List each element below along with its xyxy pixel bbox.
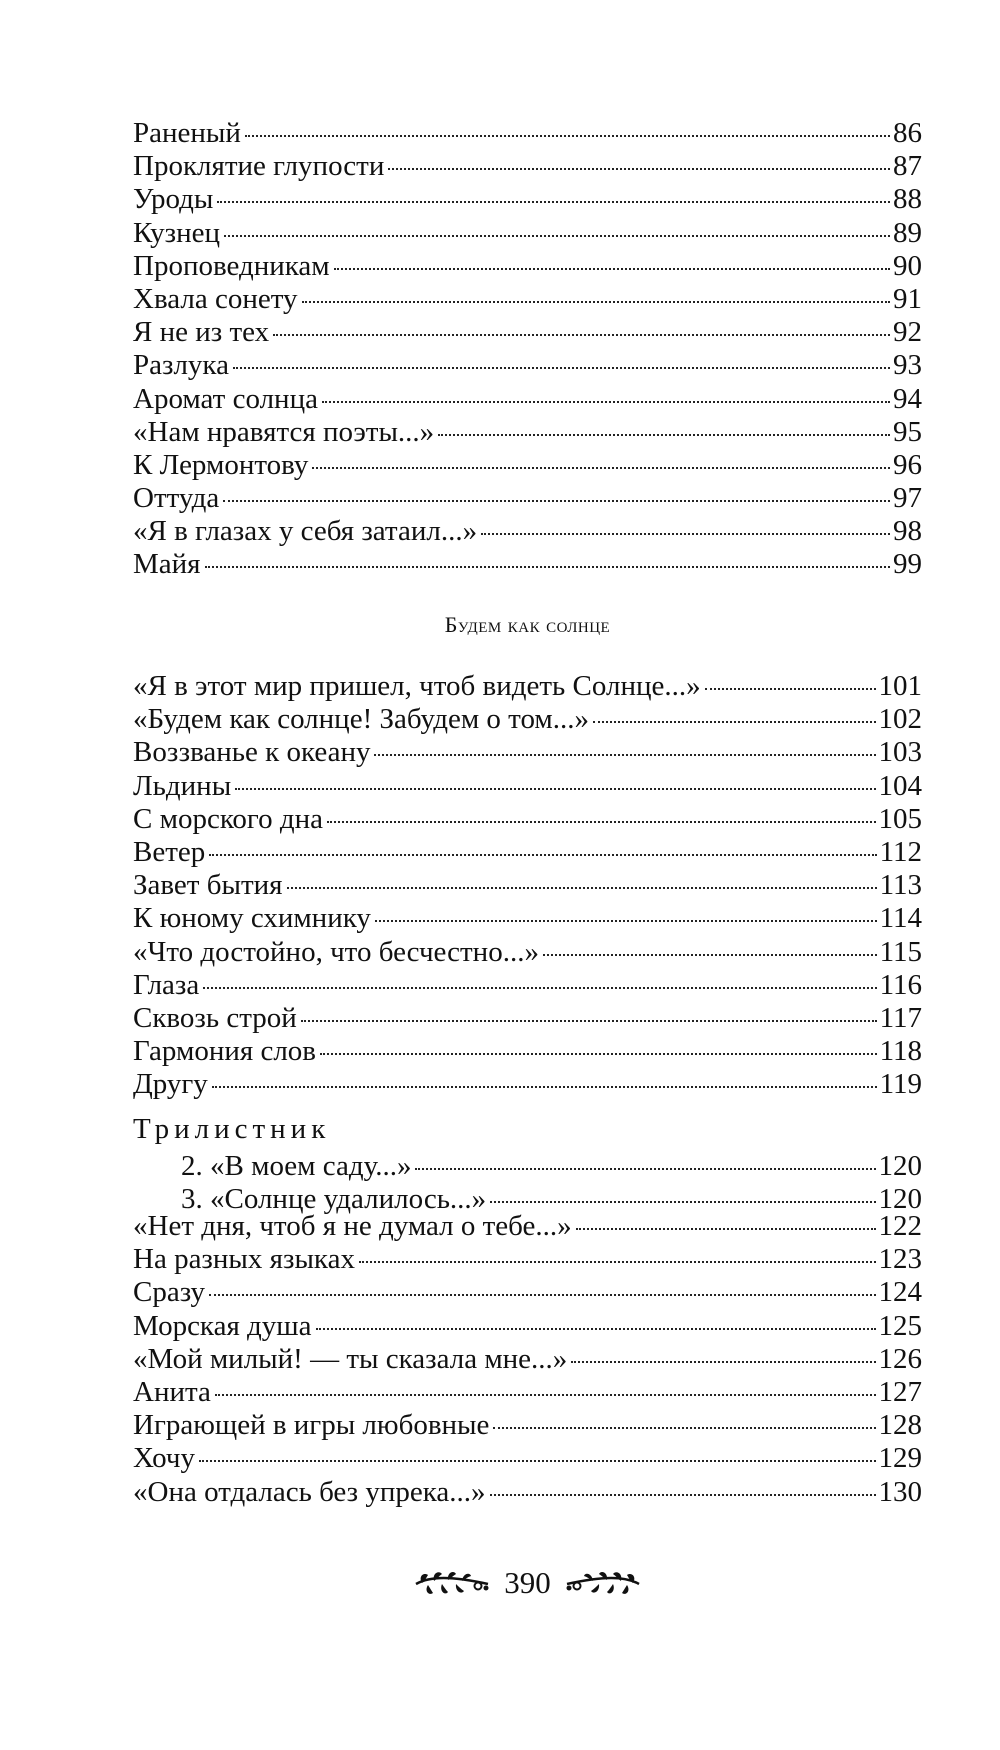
dot-leader	[312, 467, 890, 469]
toc-entry-title: Глаза	[133, 968, 200, 1001]
toc-entry	[133, 803, 922, 836]
toc-entry-page-number: 127	[878, 1375, 922, 1408]
toc-entry-page-number: 115	[879, 935, 922, 968]
dot-leader	[374, 754, 875, 756]
toc-entry-title: Сразу	[133, 1276, 206, 1309]
toc-entry	[133, 482, 922, 515]
toc-entry-page-number: 95	[893, 415, 922, 448]
toc-entry-page-number: 119	[879, 1068, 922, 1101]
toc-entry-page-number: 90	[893, 249, 922, 282]
toc-entry-title: Я не из тех	[133, 316, 270, 349]
toc-entry-title: Раненый	[133, 117, 241, 149]
dot-leader	[571, 1361, 875, 1363]
toc-entry-page-number: 123	[878, 1243, 922, 1276]
toc-entry	[133, 1068, 922, 1101]
toc-entry-title: С морского дна	[133, 802, 324, 835]
dot-leader	[388, 168, 890, 170]
leaf-ornament-icon	[563, 1566, 643, 1600]
toc-entry-page-number: 114	[879, 902, 922, 935]
toc-entry-page-number: 97	[893, 482, 922, 515]
toc-entry-title: К юному схимнику	[133, 902, 371, 935]
dot-leader	[481, 533, 890, 535]
toc-entry-title: «Что достойно, что бесчестно...»	[133, 935, 539, 968]
dot-leader	[327, 821, 875, 823]
toc-entry	[133, 548, 922, 581]
toc-entry-page-number: 98	[893, 515, 922, 548]
toc-entry-title: «Мой милый! — ты сказала мне...»	[133, 1342, 568, 1375]
toc-entry-page-number: 88	[893, 183, 922, 216]
dot-leader	[334, 268, 890, 270]
dot-leader	[316, 1328, 876, 1330]
toc-entry-title: «Я в этот мир пришел, чтоб видеть Солнце...»	[133, 670, 701, 702]
toc-entry-page-number: 112	[879, 835, 922, 868]
toc-entry-title: Гармония слов	[133, 1035, 316, 1068]
toc-entry-page-number: 104	[878, 769, 922, 802]
toc-entry-page-number: 87	[893, 150, 922, 183]
toc-entry-page-number: 117	[879, 1001, 922, 1034]
toc-entry-title: Ветер	[133, 835, 206, 868]
toc-entry-title: Льдины	[133, 769, 232, 802]
toc-entry-title: Аромат солнца	[133, 382, 318, 415]
toc-entry-title: Проповедникам	[133, 249, 330, 282]
dot-leader	[301, 1020, 877, 1022]
toc-entry-page-number: 116	[879, 968, 922, 1001]
dot-leader	[543, 954, 877, 956]
toc-group	[133, 1113, 922, 1216]
toc-entry-page-number: 102	[878, 703, 922, 736]
toc-entry-title: «Нам нравятся поэты...»	[133, 415, 435, 448]
toc-entry-page-number: 125	[878, 1309, 922, 1342]
toc-entry-page-number: 99	[893, 548, 922, 581]
toc-entry-title: Проклятие глупости	[133, 150, 385, 183]
toc-entry-title: Сквозь строй	[133, 1001, 297, 1034]
dot-leader	[273, 334, 890, 336]
toc-entry	[181, 1150, 922, 1183]
toc-entry	[133, 1409, 922, 1442]
toc-entry-page-number: 128	[878, 1409, 922, 1442]
toc-entry-page-number: 91	[893, 282, 922, 315]
toc-entry	[133, 515, 922, 548]
toc-entry-page-number: 101	[878, 670, 922, 702]
toc-entry-page-number: 92	[893, 316, 922, 349]
toc-entry-title: На разных языках	[133, 1243, 355, 1276]
toc-entry-page-number: 105	[878, 802, 922, 835]
toc-entry	[133, 283, 922, 316]
toc-entry-page-number: 122	[878, 1210, 922, 1242]
dot-leader	[320, 1053, 877, 1055]
dot-leader	[375, 920, 877, 922]
toc-entry	[133, 150, 922, 183]
toc-entry	[133, 183, 922, 216]
toc-entry-page-number: 93	[893, 349, 922, 382]
dot-leader	[217, 201, 890, 203]
dot-leader	[224, 235, 890, 237]
toc-entry-title: «Будем как солнце! Забудем о том...»	[133, 703, 590, 736]
toc-entry	[133, 217, 922, 250]
toc-entry-page-number: 130	[878, 1475, 922, 1508]
toc-entry-page-number: 96	[893, 448, 922, 481]
toc-entry	[133, 1343, 922, 1376]
toc-entry	[133, 1276, 922, 1309]
dot-leader	[205, 566, 890, 568]
toc-entry-title: Играющей в игры любовные	[133, 1409, 490, 1442]
toc-entry-title: Завет бытия	[133, 869, 283, 902]
toc-entry-page-number: 120	[878, 1183, 922, 1216]
dot-leader	[212, 1086, 877, 1088]
dot-leader	[438, 434, 890, 436]
toc-entry-page-number: 113	[879, 869, 922, 902]
dot-leader	[322, 401, 890, 403]
toc-entry-title: Хочу	[133, 1442, 195, 1475]
toc-entry	[133, 117, 922, 150]
toc-entry-page-number: 118	[879, 1035, 922, 1068]
toc-entry-page-number: 103	[878, 736, 922, 769]
dot-leader	[593, 721, 875, 723]
toc-entry	[133, 869, 922, 902]
dot-leader	[223, 500, 890, 502]
toc-entry	[133, 836, 922, 869]
toc-entry	[133, 383, 922, 416]
dot-leader	[359, 1261, 876, 1263]
toc-entry-page-number: 129	[878, 1442, 922, 1475]
toc-entry	[133, 1035, 922, 1068]
dot-leader	[235, 788, 875, 790]
toc-entry-title: Майя	[133, 548, 201, 581]
group-list	[133, 1150, 922, 1216]
toc-entry-title: «Нет дня, чтоб я не думал о тебе...»	[133, 1210, 572, 1242]
toc-entry	[133, 1310, 922, 1343]
toc-list-first	[133, 117, 922, 582]
toc-entry	[133, 1210, 922, 1243]
folio	[133, 1565, 922, 1601]
toc-entry-title: Уроды	[133, 183, 214, 216]
dot-leader	[287, 887, 877, 889]
toc-entry-title: К Лермонтову	[133, 448, 309, 481]
toc-entry	[133, 1476, 922, 1509]
leaf-ornament-icon	[412, 1566, 492, 1600]
toc-entry	[133, 1002, 922, 1035]
toc-entry	[133, 416, 922, 449]
dot-leader	[203, 987, 876, 989]
toc-entry	[133, 449, 922, 482]
toc-entry-title: Другу	[133, 1068, 208, 1101]
toc-entry	[133, 902, 922, 935]
toc-entry-title: «Я в глазах у себя затаил...»	[133, 515, 478, 548]
dot-leader	[576, 1228, 876, 1230]
dot-leader	[415, 1168, 875, 1170]
toc-entry	[133, 736, 922, 769]
toc-entry-page-number: 94	[893, 382, 922, 415]
toc-entry-page-number: 86	[893, 117, 922, 149]
toc-list-third	[133, 1210, 922, 1509]
toc-entry-page-number: 120	[878, 1150, 922, 1182]
dot-leader	[705, 688, 876, 690]
toc-entry-title: Хвала сонету	[133, 282, 298, 315]
toc-entry-title: Разлука	[133, 349, 229, 382]
toc-entry	[133, 770, 922, 803]
dot-leader	[302, 301, 890, 303]
toc-entry-title: Анита	[133, 1375, 211, 1408]
book-page	[133, 0, 922, 1750]
toc-entry	[133, 1376, 922, 1409]
dot-leader	[209, 1294, 875, 1296]
toc-entry	[133, 316, 922, 349]
toc-entry	[133, 1442, 922, 1475]
toc-entry	[133, 1243, 922, 1276]
group-heading: Трилистник	[133, 1113, 331, 1145]
toc-entry	[133, 670, 922, 703]
toc-entry-page-number: 124	[878, 1276, 922, 1309]
toc-entry-title: Воззванье к океану	[133, 736, 371, 769]
dot-leader	[199, 1460, 876, 1462]
section-title: Будем как солнце	[444, 612, 611, 637]
toc-entry-title: Кузнец	[133, 216, 221, 249]
toc-entry	[133, 349, 922, 382]
toc-entry	[133, 969, 922, 1002]
dot-leader	[245, 135, 890, 137]
dot-leader	[215, 1394, 876, 1396]
toc-list-second	[133, 670, 922, 1101]
toc-entry	[133, 250, 922, 283]
dot-leader	[233, 367, 890, 369]
toc-entry-title: Оттуда	[133, 482, 220, 515]
toc-entry	[133, 703, 922, 736]
toc-entry	[133, 936, 922, 969]
page-number: 390	[504, 1565, 551, 1600]
toc-entry-page-number: 126	[878, 1342, 922, 1375]
toc-entry-title: «Она отдалась без упрека...»	[133, 1475, 486, 1508]
dot-leader	[209, 854, 876, 856]
dot-leader	[490, 1494, 876, 1496]
toc-entry-title: Морская душа	[133, 1309, 312, 1342]
dot-leader	[490, 1201, 875, 1203]
toc-entry-title: 2. «В моем саду...»	[181, 1150, 412, 1182]
dot-leader	[493, 1427, 875, 1429]
toc-entry-title: 3. «Солнце удалилось...»	[181, 1183, 487, 1216]
toc-entry-page-number: 89	[893, 216, 922, 249]
